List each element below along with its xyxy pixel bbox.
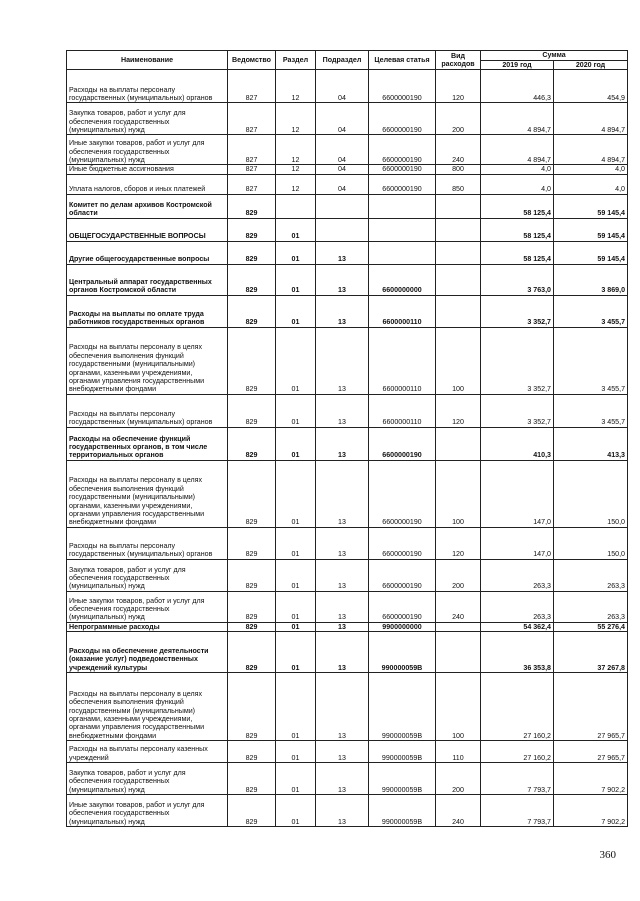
table-row: [67, 741, 628, 763]
table-row: [67, 295, 628, 327]
cell-razdel: 12: [276, 165, 316, 174]
cell-sum-2020: 4 894,7: [554, 103, 628, 135]
cell-name: Расходы на выплаты персоналу государственных (муниципальных) органов: [67, 394, 228, 427]
cell-podrazdel: 13: [316, 741, 369, 763]
cell-celevaya: [369, 194, 436, 218]
cell-podrazdel: 04: [316, 135, 369, 165]
cell-razdel: 01: [276, 241, 316, 264]
cell-sum-2019: 58 125,4: [481, 241, 554, 264]
cell-razdel: 12: [276, 135, 316, 165]
cell-podrazdel: 04: [316, 70, 369, 103]
cell-podrazdel: [316, 194, 369, 218]
header-summa: Сумма: [481, 51, 628, 61]
cell-razdel: 01: [276, 795, 316, 827]
cell-celevaya: 9900000000: [369, 622, 436, 631]
cell-razdel: 01: [276, 622, 316, 631]
cell-podrazdel: 13: [316, 591, 369, 622]
table-row: [67, 135, 628, 165]
cell-sum-2019: 3 352,7: [481, 295, 554, 327]
header-vedomstvo: Ведомство: [228, 51, 276, 70]
cell-razdel: 12: [276, 70, 316, 103]
cell-name: Расходы на выплаты персоналу в целях обеспечения выполнения функций государственными (муниципальными) органами, казенными учреждениями, органами управления государственными внебюджетными фондами: [67, 327, 228, 394]
cell-vedomstvo: 829: [228, 741, 276, 763]
cell-name: Иные закупки товаров, работ и услуг для обеспечения государственных (муниципальных) нужд: [67, 135, 228, 165]
cell-celevaya: 6600000190: [369, 103, 436, 135]
cell-celevaya: 6600000190: [369, 460, 436, 527]
cell-vid: [436, 241, 481, 264]
cell-razdel: 01: [276, 295, 316, 327]
cell-name: Иные бюджетные ассигнования: [67, 165, 228, 174]
cell-razdel: 01: [276, 527, 316, 559]
cell-celevaya: 990000059B: [369, 673, 436, 741]
cell-name: Расходы на выплаты персоналу государственных (муниципальных) органов: [67, 527, 228, 559]
cell-sum-2020: 263,3: [554, 591, 628, 622]
cell-razdel: 01: [276, 264, 316, 295]
cell-celevaya: [369, 241, 436, 264]
cell-vid: 110: [436, 741, 481, 763]
cell-sum-2020: 7 902,2: [554, 795, 628, 827]
table-row: [67, 427, 628, 460]
cell-vedomstvo: 827: [228, 135, 276, 165]
cell-razdel: 01: [276, 460, 316, 527]
cell-vid: [436, 218, 481, 241]
cell-name: Закупка товаров, работ и услуг для обеспечения государственных (муниципальных) нужд: [67, 103, 228, 135]
cell-razdel: 01: [276, 763, 316, 795]
cell-sum-2020: 263,3: [554, 559, 628, 591]
cell-sum-2020: 3 455,7: [554, 295, 628, 327]
cell-razdel: 01: [276, 591, 316, 622]
cell-vid: 120: [436, 394, 481, 427]
cell-vedomstvo: 827: [228, 174, 276, 194]
header-year-2020: 2020 год: [554, 61, 628, 70]
cell-name: Центральный аппарат государственных органов Костромской области: [67, 264, 228, 295]
cell-podrazdel: 13: [316, 394, 369, 427]
table-row: [67, 103, 628, 135]
cell-vid: 200: [436, 763, 481, 795]
cell-razdel: 01: [276, 741, 316, 763]
cell-name: Непрограммные расходы: [67, 622, 228, 631]
cell-name: Расходы на выплаты по оплате труда работников государственных органов: [67, 295, 228, 327]
cell-podrazdel: 04: [316, 103, 369, 135]
cell-sum-2019: 3 352,7: [481, 394, 554, 427]
cell-sum-2020: 59 145,4: [554, 218, 628, 241]
cell-sum-2020: 3 455,7: [554, 327, 628, 394]
cell-name: Закупка товаров, работ и услуг для обеспечения государственных (муниципальных) нужд: [67, 763, 228, 795]
cell-name: Другие общегосударственные вопросы: [67, 241, 228, 264]
cell-sum-2019: 4,0: [481, 174, 554, 194]
cell-podrazdel: 13: [316, 632, 369, 673]
cell-name: Закупка товаров, работ и услуг для обеспечения государственных (муниципальных) нужд: [67, 559, 228, 591]
cell-sum-2020: 150,0: [554, 460, 628, 527]
cell-podrazdel: 13: [316, 264, 369, 295]
table-row: [67, 795, 628, 827]
cell-sum-2019: 4 894,7: [481, 103, 554, 135]
table-row: [67, 763, 628, 795]
table-row: [67, 327, 628, 394]
cell-vid: 240: [436, 591, 481, 622]
cell-celevaya: 990000059B: [369, 795, 436, 827]
cell-sum-2019: 54 362,4: [481, 622, 554, 631]
cell-sum-2020: 37 267,8: [554, 632, 628, 673]
cell-name: Расходы на выплаты персоналу казенных учреждений: [67, 741, 228, 763]
cell-vedomstvo: 829: [228, 591, 276, 622]
table-row: [67, 527, 628, 559]
cell-vedomstvo: 829: [228, 427, 276, 460]
cell-name: Расходы на выплаты персоналу в целях обеспечения выполнения функций государственными (муниципальными) органами, казенными учреждениями, органами управления государственными внебюджетными фондами: [67, 460, 228, 527]
cell-celevaya: 6600000190: [369, 591, 436, 622]
table-row: [67, 394, 628, 427]
cell-sum-2019: 58 125,4: [481, 194, 554, 218]
header-podrazdel: Подраздел: [316, 51, 369, 70]
cell-podrazdel: 13: [316, 795, 369, 827]
cell-vedomstvo: 829: [228, 264, 276, 295]
cell-vid: 100: [436, 327, 481, 394]
cell-podrazdel: 13: [316, 327, 369, 394]
cell-razdel: 01: [276, 632, 316, 673]
cell-celevaya: 6600000190: [369, 559, 436, 591]
cell-sum-2019: 446,3: [481, 70, 554, 103]
table-row: [67, 622, 628, 631]
header-celevaya: Целевая статья: [369, 51, 436, 70]
cell-sum-2019: 27 160,2: [481, 741, 554, 763]
cell-vid: 240: [436, 795, 481, 827]
cell-razdel: 01: [276, 559, 316, 591]
cell-podrazdel: 13: [316, 673, 369, 741]
cell-sum-2020: 4,0: [554, 174, 628, 194]
cell-podrazdel: 13: [316, 295, 369, 327]
cell-sum-2020: 55 276,4: [554, 622, 628, 631]
cell-razdel: 01: [276, 427, 316, 460]
cell-sum-2020: 59 145,4: [554, 241, 628, 264]
cell-celevaya: 6600000110: [369, 394, 436, 427]
cell-vid: 120: [436, 70, 481, 103]
cell-celevaya: 6600000000: [369, 264, 436, 295]
cell-celevaya: 6600000190: [369, 135, 436, 165]
cell-razdel: [276, 194, 316, 218]
page-number: 360: [599, 849, 616, 861]
cell-podrazdel: 13: [316, 763, 369, 795]
cell-sum-2019: 36 353,8: [481, 632, 554, 673]
cell-sum-2019: 27 160,2: [481, 673, 554, 741]
cell-celevaya: 6600000110: [369, 327, 436, 394]
cell-sum-2019: 263,3: [481, 591, 554, 622]
budget-table: [66, 50, 628, 827]
cell-sum-2020: 27 965,7: [554, 741, 628, 763]
cell-vedomstvo: 829: [228, 295, 276, 327]
cell-vid: [436, 632, 481, 673]
cell-podrazdel: 13: [316, 527, 369, 559]
cell-sum-2019: 7 793,7: [481, 795, 554, 827]
cell-vedomstvo: 829: [228, 559, 276, 591]
cell-vid: 240: [436, 135, 481, 165]
cell-vedomstvo: 829: [228, 763, 276, 795]
cell-celevaya: 6600000190: [369, 427, 436, 460]
cell-sum-2019: 147,0: [481, 460, 554, 527]
cell-vid: 200: [436, 559, 481, 591]
cell-vedomstvo: 829: [228, 327, 276, 394]
cell-celevaya: [369, 218, 436, 241]
cell-vedomstvo: 829: [228, 460, 276, 527]
cell-podrazdel: 13: [316, 622, 369, 631]
table-row: [67, 591, 628, 622]
cell-celevaya: 6600000190: [369, 174, 436, 194]
cell-vid: 850: [436, 174, 481, 194]
cell-sum-2019: 58 125,4: [481, 218, 554, 241]
cell-sum-2020: 413,3: [554, 427, 628, 460]
cell-sum-2019: 4,0: [481, 165, 554, 174]
cell-vid: 100: [436, 673, 481, 741]
cell-name: Уплата налогов, сборов и иных платежей: [67, 174, 228, 194]
cell-vedomstvo: 827: [228, 70, 276, 103]
table-row: [67, 194, 628, 218]
table-header: [67, 51, 628, 70]
cell-vedomstvo: 829: [228, 673, 276, 741]
cell-celevaya: 6600000190: [369, 70, 436, 103]
cell-sum-2019: 4 894,7: [481, 135, 554, 165]
cell-vid: 100: [436, 460, 481, 527]
cell-vedomstvo: 829: [228, 241, 276, 264]
cell-sum-2020: 4 894,7: [554, 135, 628, 165]
cell-name: Расходы на выплаты персоналу государственных (муниципальных) органов: [67, 70, 228, 103]
table-row: [67, 241, 628, 264]
cell-sum-2020: 454,9: [554, 70, 628, 103]
cell-sum-2020: 4,0: [554, 165, 628, 174]
cell-vid: [436, 427, 481, 460]
cell-celevaya: 6600000190: [369, 527, 436, 559]
cell-celevaya: 990000059B: [369, 763, 436, 795]
cell-name: Иные закупки товаров, работ и услуг для обеспечения государственных (муниципальных) нужд: [67, 795, 228, 827]
cell-vedomstvo: 829: [228, 394, 276, 427]
cell-celevaya: 6600000110: [369, 295, 436, 327]
cell-vedomstvo: 829: [228, 218, 276, 241]
header-vid: Вид расходов: [436, 51, 481, 70]
cell-razdel: 12: [276, 174, 316, 194]
cell-sum-2020: 3 455,7: [554, 394, 628, 427]
cell-celevaya: 990000059B: [369, 632, 436, 673]
cell-vid: [436, 194, 481, 218]
table-row: [67, 174, 628, 194]
cell-vedomstvo: 829: [228, 632, 276, 673]
cell-sum-2019: 263,3: [481, 559, 554, 591]
cell-podrazdel: 13: [316, 427, 369, 460]
cell-vid: [436, 295, 481, 327]
cell-razdel: 01: [276, 673, 316, 741]
cell-sum-2019: 3 763,0: [481, 264, 554, 295]
cell-vedomstvo: 829: [228, 527, 276, 559]
cell-razdel: 01: [276, 327, 316, 394]
header-razdel: Раздел: [276, 51, 316, 70]
cell-vedomstvo: 827: [228, 165, 276, 174]
table-row: [67, 460, 628, 527]
table-row: [67, 165, 628, 174]
cell-sum-2019: 7 793,7: [481, 763, 554, 795]
header-year-2019: 2019 год: [481, 61, 554, 70]
cell-vid: [436, 264, 481, 295]
cell-vedomstvo: 829: [228, 795, 276, 827]
cell-vid: 800: [436, 165, 481, 174]
cell-razdel: 12: [276, 103, 316, 135]
cell-podrazdel: 13: [316, 559, 369, 591]
header-name: Наименование: [67, 51, 228, 70]
cell-sum-2020: 59 145,4: [554, 194, 628, 218]
cell-podrazdel: 04: [316, 165, 369, 174]
table-row: [67, 559, 628, 591]
cell-celevaya: 990000059B: [369, 741, 436, 763]
cell-sum-2019: 410,3: [481, 427, 554, 460]
cell-sum-2019: 3 352,7: [481, 327, 554, 394]
cell-podrazdel: [316, 218, 369, 241]
cell-razdel: 01: [276, 218, 316, 241]
cell-vedomstvo: 827: [228, 103, 276, 135]
table-row: [67, 632, 628, 673]
cell-sum-2020: 7 902,2: [554, 763, 628, 795]
cell-sum-2019: 147,0: [481, 527, 554, 559]
cell-name: Расходы на выплаты персоналу в целях обеспечения выполнения функций государственными (муниципальными) органами, казенными учреждениями, органами управления государственными внебюджетными фондами: [67, 673, 228, 741]
cell-celevaya: 6600000190: [369, 165, 436, 174]
table-row: [67, 218, 628, 241]
cell-podrazdel: 13: [316, 241, 369, 264]
cell-name: Иные закупки товаров, работ и услуг для обеспечения государственных (муниципальных) нужд: [67, 591, 228, 622]
cell-name: Расходы на обеспечение функций государственных органов, в том числе территориальных органов: [67, 427, 228, 460]
cell-vedomstvo: 829: [228, 194, 276, 218]
cell-vid: 120: [436, 527, 481, 559]
cell-podrazdel: 04: [316, 174, 369, 194]
cell-name: ОБЩЕГОСУДАРСТВЕННЫЕ ВОПРОСЫ: [67, 218, 228, 241]
cell-vid: [436, 622, 481, 631]
cell-name: Комитет по делам архивов Костромской области: [67, 194, 228, 218]
cell-podrazdel: 13: [316, 460, 369, 527]
table-row: [67, 70, 628, 103]
cell-vedomstvo: 829: [228, 622, 276, 631]
table-row: [67, 673, 628, 741]
cell-name: Расходы на обеспечение деятельности (оказание услуг) подведомственных учреждений культуры: [67, 632, 228, 673]
cell-razdel: 01: [276, 394, 316, 427]
cell-sum-2020: 3 869,0: [554, 264, 628, 295]
cell-sum-2020: 27 965,7: [554, 673, 628, 741]
table-body: [67, 70, 628, 827]
table-row: [67, 264, 628, 295]
cell-sum-2020: 150,0: [554, 527, 628, 559]
cell-vid: 200: [436, 103, 481, 135]
